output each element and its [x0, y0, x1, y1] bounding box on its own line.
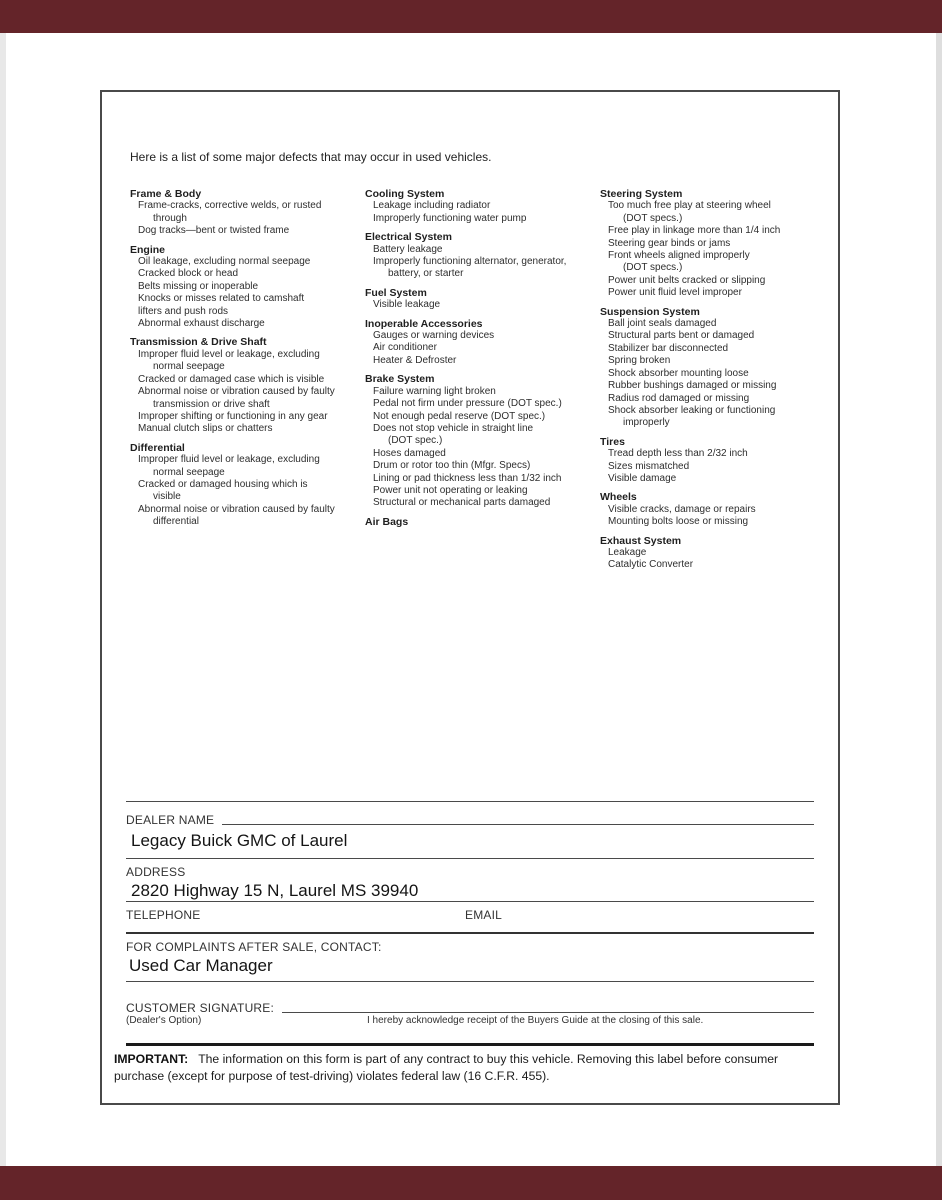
- bottom-maroon-bar: [0, 1166, 942, 1200]
- defect-item-line: Abnormal exhaust discharge: [138, 318, 265, 330]
- defect-item-line: Hoses damaged: [373, 447, 446, 459]
- defect-section-title: Wheels: [600, 491, 637, 504]
- customer-signature-line: [282, 1011, 814, 1013]
- defect-item-line: Rubber bushings damaged or missing: [608, 380, 777, 392]
- defect-item-line: Leakage including radiator: [373, 200, 491, 212]
- defect-item-line: Power unit fluid level improper: [608, 287, 742, 299]
- defect-item-line: Visible cracks, damage or repairs: [608, 503, 756, 515]
- top-maroon-bar: [0, 0, 942, 33]
- important-label: IMPORTANT:: [114, 1052, 189, 1066]
- defect-item-line: Mounting bolts loose or missing: [608, 516, 749, 528]
- defect-section-title: Fuel System: [365, 286, 427, 299]
- defect-item-line: (DOT spec.): [388, 435, 443, 447]
- dealer-name-label: DEALER NAME: [126, 813, 215, 827]
- dealers-option-note: (Dealer's Option): [126, 1015, 202, 1026]
- defect-item-line: differential: [153, 516, 199, 528]
- defect-item-line: Catalytic Converter: [608, 559, 694, 571]
- defect-item-line: Frame-cracks, corrective welds, or rusted: [138, 200, 322, 212]
- field-divider-line: [126, 901, 814, 902]
- important-top-rule: [126, 1043, 814, 1046]
- defect-item-line: normal seepage: [153, 361, 225, 373]
- defect-section-title: Differential: [130, 441, 185, 454]
- defect-item-line: Structural or mechanical parts damaged: [373, 497, 551, 509]
- defect-item-line: Improper fluid level or leakage, excluding: [138, 348, 320, 360]
- defect-item-line: Free play in linkage more than 1/4 inch: [608, 225, 781, 237]
- defects-column-middle: [365, 188, 600, 572]
- defects-intro: Here is a list of some major defects that may occur in used vehicles.: [130, 150, 492, 164]
- defect-item-line: Steering gear binds or jams: [608, 237, 731, 249]
- defect-item-line: Cracked or damaged housing which is: [138, 478, 308, 490]
- defect-section-title: Air Bags: [365, 515, 409, 528]
- defect-item-line: Air conditioner: [373, 342, 437, 354]
- defect-item-line: Does not stop vehicle in straight line: [373, 422, 534, 434]
- customer-signature-row: [126, 1001, 814, 1015]
- defect-item-line: Too much free play at steering wheel: [608, 200, 771, 212]
- buyers-guide-page: [100, 90, 840, 1105]
- defect-item-line: Battery leakage: [373, 243, 443, 255]
- defect-item-line: Improperly functioning alternator, generator,: [373, 256, 567, 268]
- defect-item-line: Manual clutch slips or chatters: [138, 423, 273, 435]
- defect-item-line: Lining or pad thickness less than 1/32 inch: [373, 472, 562, 484]
- defect-item-line: Visible damage: [608, 472, 677, 484]
- defect-item-line: Heater & Defroster: [373, 354, 457, 366]
- defect-item-line: Improper fluid level or leakage, excluding: [138, 454, 320, 466]
- defect-item-line: Tread depth less than 2/32 inch: [608, 448, 748, 460]
- right-page-edge: [936, 0, 942, 1200]
- defect-item-line: Power unit belts cracked or slipping: [608, 274, 766, 286]
- defect-item-line: Abnormal noise or vibration caused by faulty: [138, 386, 335, 398]
- defect-item-line: Shock absorber mounting loose: [608, 367, 749, 379]
- defect-section-title: Brake System: [365, 373, 435, 386]
- defect-item-line: lifters and push rods: [138, 305, 229, 317]
- address-value: 2820 Highway 15 N, Laurel MS 39940: [131, 881, 419, 900]
- dealer-name-write-line: [222, 823, 814, 825]
- defect-section-title: Suspension System: [600, 305, 700, 318]
- defects-column-left: [130, 188, 365, 572]
- complaints-label: FOR COMPLAINTS AFTER SALE, CONTACT:: [126, 940, 382, 954]
- defect-item-line: transmission or drive shaft: [153, 398, 270, 410]
- field-divider-line: [126, 858, 814, 859]
- dealer-info-section: [114, 801, 814, 1107]
- defects-column-right: [600, 188, 824, 572]
- defect-item-line: Spring broken: [608, 355, 671, 367]
- defect-section-title: Frame & Body: [130, 188, 202, 200]
- field-divider-line: [126, 981, 814, 982]
- defect-item-line: Front wheels aligned improperly: [608, 250, 750, 262]
- defect-item-line: Power unit not operating or leaking: [373, 484, 528, 496]
- section-divider-line: [126, 801, 814, 802]
- important-notice: [114, 1051, 826, 1085]
- defect-item-line: Structural parts bent or damaged: [608, 330, 755, 342]
- defect-item-line: Radius rod damaged or missing: [608, 392, 750, 404]
- defect-item-line: (DOT specs.): [623, 262, 683, 274]
- important-text: The information on this form is part of any contract to buy this vehicle. Removing this label before consumer purchase (except for purpose of test-driving) violates federal law (16 C.F.R. 455).: [114, 1052, 779, 1083]
- defect-item-line: Improperly functioning water pump: [373, 212, 527, 224]
- defect-item-line: Gauges or warning devices: [373, 330, 495, 342]
- defect-item-line: Knocks or misses related to camshaft: [138, 293, 305, 305]
- defect-item-line: Leakage: [608, 546, 647, 558]
- defect-section-title: Tires: [600, 435, 625, 448]
- defect-section-title: Engine: [130, 243, 166, 256]
- complaints-contact-value: Used Car Manager: [129, 956, 273, 975]
- defect-item-line: Pedal not firm under pressure (DOT spec.): [373, 398, 562, 410]
- defect-item-line: Stabilizer bar disconnected: [608, 342, 729, 354]
- address-label: ADDRESS: [126, 865, 186, 879]
- defect-item-line: visible: [153, 491, 181, 503]
- complaints-top-line: [126, 932, 814, 934]
- defect-item-line: Belts missing or inoperable: [138, 280, 259, 292]
- defect-item-line: Improper shifting or functioning in any gear: [138, 410, 328, 422]
- defect-section-title: Cooling System: [365, 188, 445, 200]
- defect-item-line: Cracked or damaged case which is visible: [138, 373, 325, 385]
- dealer-name-value: Legacy Buick GMC of Laurel: [131, 831, 348, 850]
- defect-section-title: Inoperable Accessories: [365, 317, 483, 330]
- defect-item-line: battery, or starter: [388, 268, 464, 280]
- customer-signature-label: CUSTOMER SIGNATURE:: [126, 1001, 275, 1015]
- defect-item-line: Visible leakage: [373, 299, 441, 311]
- defect-item-line: Oil leakage, excluding normal seepage: [138, 256, 311, 268]
- dealer-name-row: [126, 813, 814, 827]
- defect-item-line: Drum or rotor too thin (Mfgr. Specs): [373, 460, 531, 472]
- email-label: EMAIL: [465, 908, 503, 922]
- left-page-edge: [0, 0, 6, 1200]
- defect-section-title: Exhaust System: [600, 534, 682, 547]
- defect-item-line: improperly: [623, 417, 670, 429]
- defect-section-title: Transmission & Drive Shaft: [130, 336, 267, 349]
- acknowledgment-note: I hereby acknowledge receipt of the Buyers Guide at the closing of this sale.: [367, 1015, 704, 1026]
- defect-section-title: Steering System: [600, 188, 683, 200]
- telephone-label: TELEPHONE: [126, 908, 201, 922]
- defect-item-line: normal seepage: [153, 466, 225, 478]
- defect-item-line: Cracked block or head: [138, 268, 239, 280]
- defect-item-line: Sizes mismatched: [608, 460, 690, 472]
- defect-item-line: Ball joint seals damaged: [608, 318, 717, 330]
- defect-item-line: Abnormal noise or vibration caused by faulty: [138, 503, 335, 515]
- defect-section-title: Electrical System: [365, 231, 452, 244]
- defect-item-line: (DOT specs.): [623, 212, 683, 224]
- defect-item-line: Failure warning light broken: [373, 385, 496, 397]
- defect-item-line: Shock absorber leaking or functioning: [608, 404, 776, 416]
- defect-item-line: Dog tracks—bent or twisted frame: [138, 225, 290, 237]
- defect-item-line: through: [153, 212, 187, 224]
- defects-columns: [130, 188, 824, 572]
- defect-item-line: Not enough pedal reserve (DOT spec.): [373, 410, 546, 422]
